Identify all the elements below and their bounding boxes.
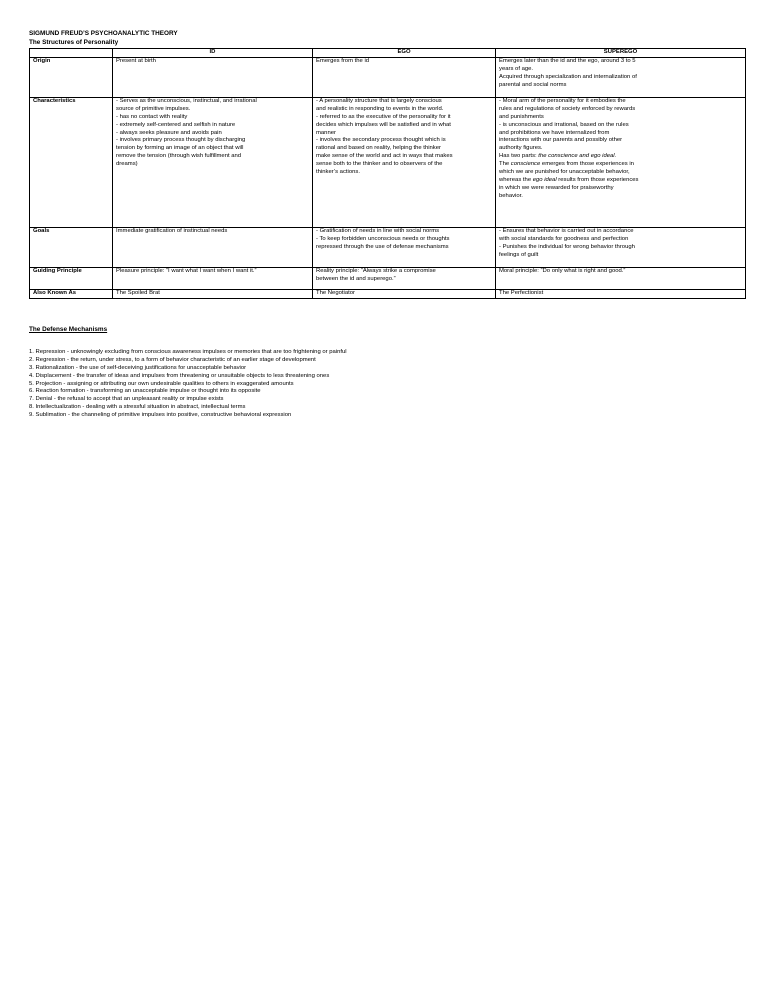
two-parts-lead: Has two parts: [499, 153, 539, 160]
cell-line: thinker’s actions. [316, 169, 360, 176]
cell-line [499, 153, 742, 161]
header-id: ID [113, 49, 313, 58]
cell-line: The Perfectionist [499, 289, 544, 296]
cell-line: - involves primary process thought by discharging [116, 137, 246, 144]
cell-line: - Ensures that behavior is carried out in accordance [499, 227, 634, 234]
conscience-lead: The [499, 161, 511, 168]
cell-id-characteristics [113, 97, 313, 227]
cell-line: tension by forming an image of an object that will [116, 145, 244, 152]
cell-line: - always seeks pleasure and avoids pain [116, 129, 222, 136]
cell-line: - Gratification of needs in line with social norms [316, 227, 440, 234]
conscience-term: conscience [510, 161, 541, 168]
header-superego: SUPEREGO [496, 49, 746, 58]
list-item: 5. Projection - assigning or attributing our own undesirable qualities to others in exaggerated amounts [29, 380, 294, 387]
list-item: 9. Sublimation - the channeling of primitive impulses into positive, constructive behavioral expression [29, 412, 292, 419]
row-label-characteristics: Characteristics [30, 97, 113, 227]
cell-line: Moral principle: “Do only what is right and good.” [499, 267, 626, 274]
cell-line: years of age. [499, 65, 534, 72]
cell-line: The Spoiled Brat [116, 289, 160, 296]
table-row [30, 57, 746, 97]
cell-line: dreams) [116, 161, 138, 168]
document-page [29, 29, 745, 420]
cell-line: - referred to as the executive of the personality for it [316, 113, 451, 120]
document-subtitle: The Structures of Personality [29, 39, 119, 46]
cell-ego-guiding-principle [313, 267, 496, 289]
cell-superego-also-known-as [496, 289, 746, 298]
cell-line: - To keep forbidden unconscious needs or thoughts [316, 235, 450, 242]
cell-line: and punishments [499, 113, 544, 120]
two-parts-italic: the conscience and ego ideal. [538, 153, 617, 160]
cell-id-origin [113, 57, 313, 97]
cell-superego-guiding-principle [496, 267, 746, 289]
cell-line: Present at birth [116, 57, 156, 64]
cell-line: authority figures. [499, 145, 543, 152]
header-ego: EGO [313, 49, 496, 58]
cell-line: - Serves as the unconscious, instinctual, and irrational [116, 97, 257, 104]
defense-mechanisms-heading: The Defense Mechanisms [29, 325, 108, 333]
cell-line: repressed through the use of defense mechanisms [316, 243, 449, 250]
structures-table [29, 48, 746, 299]
list-item: 2. Regression - the return, under stress, to a form of behavior characteristic of an earlier stage of development [29, 356, 316, 363]
table-row [30, 97, 746, 227]
ego-ideal-term: ego ideal [532, 176, 557, 183]
cell-line: interactions with our parents and possibly other [499, 137, 623, 144]
cell-line: feelings of guilt [499, 251, 539, 258]
list-item: 1. Repression - unknowingly excluding from conscious awareness impulses or memories that are too frightening or painful [29, 348, 347, 355]
cell-line [499, 161, 742, 169]
cell-superego-origin [496, 57, 746, 97]
cell-line: Acquired through specialization and internalization of [499, 73, 637, 80]
cell-line: source of primitive impulses. [116, 105, 191, 112]
cell-line: rational and based on reality, helping the thinker [316, 145, 441, 152]
cell-line: - extremely self-centered and selfish in nature [116, 121, 236, 128]
cell-line: - has no contact with reality [116, 113, 188, 120]
table-row [30, 289, 746, 298]
defense-mechanisms-list [29, 349, 745, 420]
cell-line: Immediate gratification of instinctual needs [116, 227, 228, 234]
cell-line: behavior. [499, 192, 523, 199]
cell-ego-also-known-as [313, 289, 496, 298]
cell-line: make sense of the world and act in ways that makes [316, 153, 453, 160]
cell-line: remove the tension (through wish fulfillment and [116, 153, 242, 160]
cell-line: which we are punished for unacceptable behavior, [499, 169, 630, 176]
cell-line: - is unconscious and irrational, based on the rules [499, 121, 629, 128]
list-item: 6. Reaction formation - transforming an unacceptable impulse or thought into its opposite [29, 388, 261, 395]
ego-ideal-lead: whereas the [499, 176, 533, 183]
cell-line: Pleasure principle: “I want what I want when I want it.” [116, 267, 257, 274]
cell-ego-characteristics [313, 97, 496, 227]
cell-line: Emerges from the id [316, 57, 370, 64]
list-item: 8. Intellectualization - dealing with a stressful situation in abstract, intellectual terms [29, 404, 246, 411]
table-row [30, 267, 746, 289]
cell-line: - Punishes the individual for wrong behavior through [499, 243, 635, 250]
cell-id-guiding-principle [113, 267, 313, 289]
cell-line: and prohibitions we have internalized from [499, 129, 610, 136]
cell-line: between the id and superego.” [316, 275, 396, 282]
cell-line: Reality principle: “Always strike a compromise [316, 267, 436, 274]
row-label-guiding-principle: Guiding Principle [30, 267, 113, 289]
cell-superego-goals [496, 227, 746, 267]
cell-line: The Negotiator [316, 289, 355, 296]
cell-line: - involves the secondary process thought which is [316, 137, 446, 144]
cell-line: sense both to the thinker and to observers of the [316, 161, 443, 168]
cell-line: in which we were rewarded for praiseworthy [499, 184, 614, 191]
document-title: SIGMUND FREUD’S PSYCHOANALYTIC THEORY [29, 30, 178, 37]
cell-ego-goals [313, 227, 496, 267]
cell-line: manner [316, 129, 336, 136]
list-item: 4. Displacement - the transfer of ideas and impulses from threatening or unsuitable objects to less threatening ones [29, 372, 330, 379]
cell-line: rules and regulations of society enforced by rewards [499, 105, 636, 112]
cell-line: - Moral arm of the personality for it embodies the [499, 97, 626, 104]
cell-line: and realistic in responding to events in the world. [316, 105, 444, 112]
cell-line [499, 177, 742, 185]
row-label-goals: Goals [30, 227, 113, 267]
table-header-row [30, 49, 746, 58]
list-item: 3. Rationalization - the use of self-deceiving justifications for unacceptable behavior [29, 364, 247, 371]
cell-id-also-known-as [113, 289, 313, 298]
cell-line: with social standards for goodness and perfection [499, 235, 629, 242]
cell-line: parental and social norms [499, 81, 567, 88]
header-empty-cell [30, 49, 113, 58]
row-label-also-known-as: Also Known As [30, 289, 113, 298]
cell-line: decides which impulses will be satisfied and in what [316, 121, 451, 128]
cell-line: Emerges later than the id and the ego, around 3 to 5 [499, 57, 636, 64]
conscience-trail: emerges from those experiences in [540, 161, 634, 168]
cell-id-goals [113, 227, 313, 267]
table-row [30, 227, 746, 267]
cell-ego-origin [313, 57, 496, 97]
list-item: 7. Denial - the refusal to accept that an unpleasant reality or impulse exists [29, 396, 224, 403]
ego-ideal-trail: results from those experiences [556, 176, 639, 183]
row-label-origin: Origin [30, 57, 113, 97]
cell-line: - A personality structure that is largely conscious [316, 97, 442, 104]
cell-superego-characteristics [496, 97, 746, 227]
